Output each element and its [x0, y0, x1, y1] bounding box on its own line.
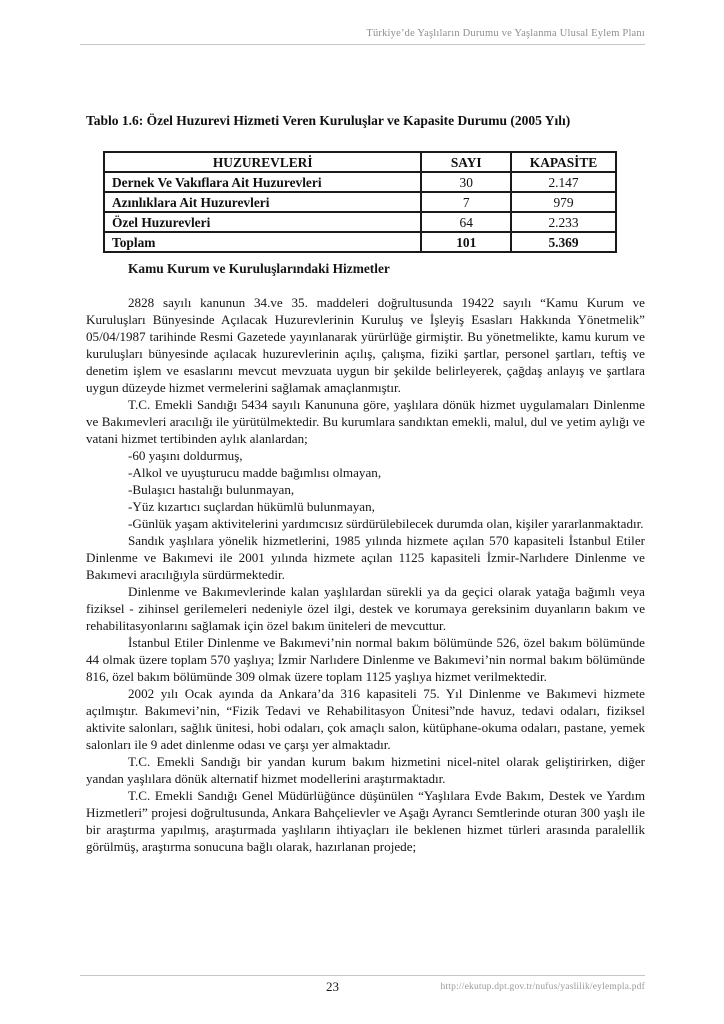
document-body	[86, 260, 645, 855]
table-row-total	[104, 232, 616, 252]
running-title: Türkiye’de Yaşlıların Durumu ve Yaşlanma Ulusal Eylem Planı	[366, 28, 645, 39]
list-item: -Alkol ve uyuşturucu madde bağımlısı olmayan,	[128, 465, 382, 480]
row-label: Dernek Ve Vakıflara Ait Huzurevleri	[104, 172, 421, 192]
footer-divider	[80, 975, 645, 976]
row-sayi-value: 101	[421, 232, 511, 252]
paragraph: T.C. Emekli Sandığı bir yandan kurum bakım hizmetini nicel-nitel olarak geliştirirken, diğer yandan yaşlılara dönük alternatif hizmet modellerini araştırmaktadır.	[86, 754, 645, 786]
row-kapasite-value: 2.233	[511, 212, 616, 232]
row-kapasite-value: 5.369	[511, 232, 616, 252]
paragraph: T.C. Emekli Sandığı 5434 sayılı Kanununa göre, yaşlılara dönük hizmet uygulamaları Dinlenme ve Bakımevleri aracılığı ile yürütülmektedir. Bu kurumlara sandıktan emekli, malul, dul ve yetim aylığı ve vatani hizmet tertibinden aylık alanlardan;	[86, 397, 645, 446]
paragraph: 2002 yılı Ocak ayında da Ankara’da 316 kapasiteli 75. Yıl Dinlenme ve Bakımevi hizmete açılmıştır. Bakımevi’nin, “Fizik Tedavi ve Rehabilitasyon Ünitesi”nde havuz, tedavi odaları, fiziksel aktivite salonları, sağlık ünitesi, hobi odaları, çok amaçlı salon, kütüphane-okuma odaları, pastane, yemek salonları ile 9 adet dinlenme odası ve çarşı yer almaktadır.	[86, 686, 645, 752]
list-item: -Günlük yaşam aktivitelerini yardımcısız sürdürülebilecek durumda olan, kişiler yararlanmaktadır.	[128, 516, 644, 531]
row-label: Toplam	[104, 232, 421, 252]
row-sayi-value: 7	[421, 192, 511, 212]
footer-url: http://ekutup.dpt.gov.tr/nufus/yaslilik/eylempla.pdf	[440, 982, 645, 992]
table-row	[104, 192, 616, 212]
paragraph: İstanbul Etiler Dinlenme ve Bakımevi’nin normal bakım bölümünde 526, özel bakım bölümünde 44 olmak üzere toplam 570 yaşlıya; İzmir Narlıdere Dinlenme ve Bakımevi’nin normal bakım bölümünde 816, özel bakım bölümünde 309 olmak üzere toplam 1125 yaşlıya hizmet verilmektedir.	[86, 635, 645, 684]
capacity-table	[103, 151, 617, 253]
column-header-huzurevleri: HUZUREVLERİ	[104, 152, 421, 172]
paragraph: Sandık yaşlılara yönelik hizmetlerini, 1985 yılında hizmete açılan 570 kapasiteli İstanbul Etiler Dinlenme ve Bakımevi ile 2001 yılında hizmete açılan 1125 kapasiteli İzmir-Narlıdere Dinlenme ve Bakımevi aracılığıyla sürdürmektedir.	[86, 533, 645, 582]
paragraph: T.C. Emekli Sandığı Genel Müdürlüğünce düşünülen “Yaşlılara Evde Bakım, Destek ve Yardım Hizmetleri” projesi doğrultusunda, Ankara Bahçelievler ve Aşağı Ayrancı Semtlerinde oturan 300 yaşlı ile bir araştırma yapılmış, araştırmada yaşlıların ihtiyaçları ile beklenen hizmet türleri arasında paralellik görülmüş, araştırma sonucuna bağlı olarak, hazırlanan projede;	[86, 788, 645, 854]
table-row	[104, 172, 616, 192]
row-kapasite-value: 2.147	[511, 172, 616, 192]
list-item: -60 yaşını doldurmuş,	[128, 448, 243, 463]
page-number: 23	[326, 979, 339, 994]
table-caption: Tablo 1.6: Özel Huzurevi Hizmeti Veren Kuruluşlar ve Kapasite Durumu (2005 Yılı)	[86, 113, 571, 128]
paragraph: 2828 sayılı kanunun 34.ve 35. maddeleri doğrultusunda 19422 sayılı “Kamu Kurum ve Kuruluşları Bünyesinde Açılacak Huzurevlerinin Kuruluş ve İşleyiş Esasları Hakkında Yönetmelik” 05/04/1987 tarihinde Resmi Gazetede yayınlanarak yürürlüğe girmiştir. Bu yönetmelikte, kamu kurum ve kuruluşları bünyesinde açılacak huzurevlerinin açılış, çalışma, fiziki şartlar, personel şartları, teftiş ve denetim işlem ve esaslarını mevcut mevzuata uygun bir şekilde belirleyerek, çağdaş anlayış ve şartlara uygun düzeyde hizmet vermelerini sağlamak amaçlanmıştır.	[86, 295, 645, 395]
column-header-sayi: SAYI	[421, 152, 511, 172]
list-item: -Yüz kızartıcı suçlardan hükümlü bulunmayan,	[128, 499, 375, 514]
row-sayi-value: 64	[421, 212, 511, 232]
table-header-row	[104, 152, 616, 172]
page-header	[80, 28, 645, 45]
row-label: Özel Huzurevleri	[104, 212, 421, 232]
row-sayi-value: 30	[421, 172, 511, 192]
column-header-kapasite: KAPASİTE	[511, 152, 616, 172]
row-kapasite-value: 979	[511, 192, 616, 212]
section-heading: Kamu Kurum ve Kuruluşlarındaki Hizmetler	[128, 261, 390, 276]
table-row	[104, 212, 616, 232]
paragraph: Dinlenme ve Bakımevlerinde kalan yaşlılardan sürekli ya da geçici olarak yatağa bağımlı veya fiziksel - zihinsel gerilemeleri nedeniyle özel ilgi, destek ve korumaya gereksinim duyanların bakım ve rehabilitasyonlarını sağlamak için özel bakım üniteleri de mevcuttur.	[86, 584, 645, 633]
row-label: Azınlıklara Ait Huzurevleri	[104, 192, 421, 212]
list-item: -Bulaşıcı hastalığı bulunmayan,	[128, 482, 295, 497]
